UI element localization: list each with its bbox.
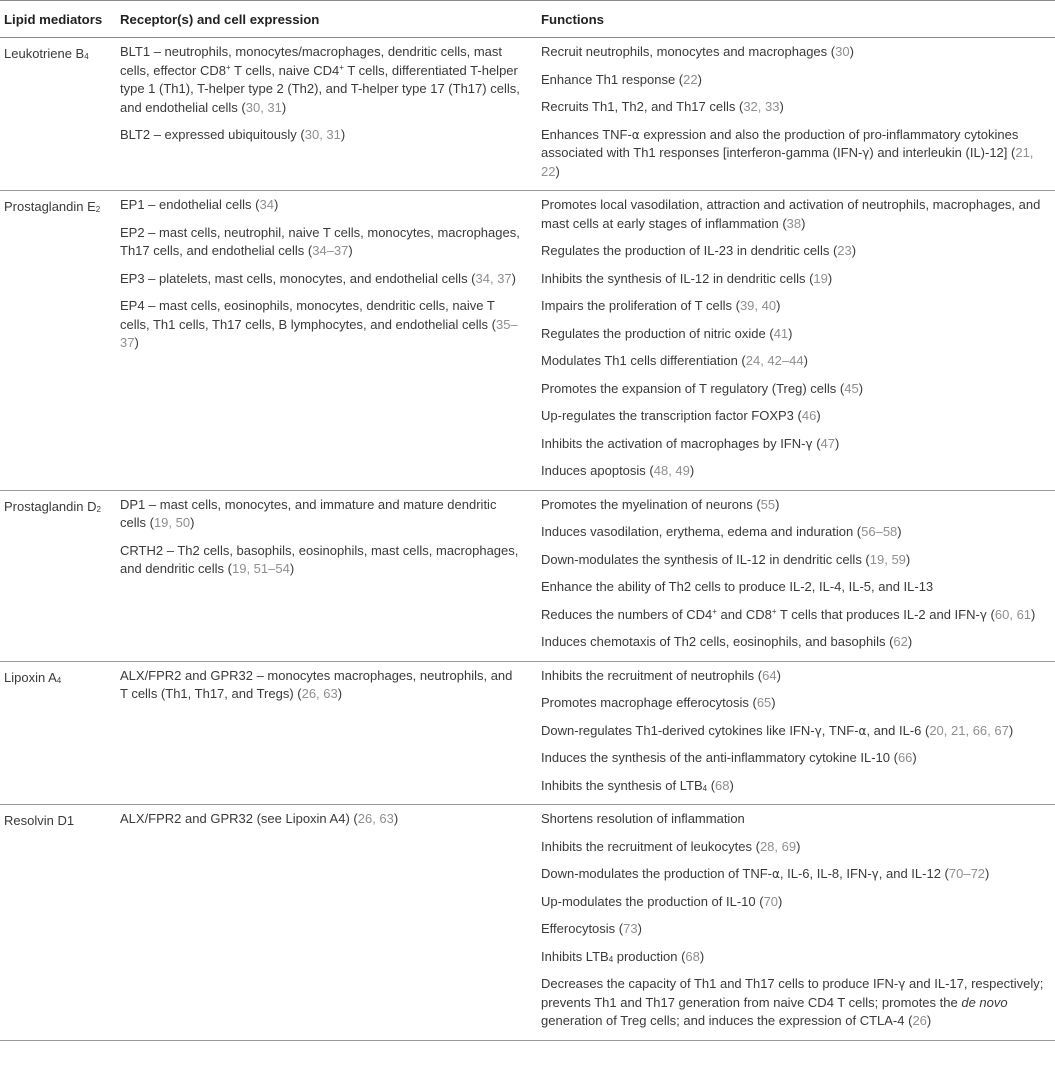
function-item: Induces the synthesis of the anti-inflammatory cytokine IL-10 (66) bbox=[541, 750, 917, 765]
function-item: Shortens resolution of inflammation bbox=[541, 811, 745, 826]
receptor-cell bbox=[120, 661, 530, 805]
function-item: Inhibits the synthesis of IL-12 in dendritic cells (19) bbox=[541, 270, 833, 286]
function-item: Efferocytosis (73) bbox=[541, 921, 642, 936]
receptor-cell bbox=[120, 805, 530, 1041]
function-item: Inhibits the recruitment of leukocytes (28, 69) bbox=[541, 838, 801, 854]
function-cell bbox=[530, 805, 1055, 1041]
function-item: Enhances TNF-α expression and also the production of pro-inflammatory cytokines associated with Th1 responses [interferon-gamma (IFN-γ) and interleukin (IL)-12] (21, 22) bbox=[541, 126, 1034, 179]
receptor-item: CRTH2 – Th2 cells, basophils, eosinophils, mast cells, macrophages, and dendritic cells (19, 51–54) bbox=[120, 542, 519, 576]
function-item: Regulates the production of IL-23 in dendritic cells (23) bbox=[541, 243, 857, 258]
function-item: Induces vasodilation, erythema, edema and induration (56–58) bbox=[541, 524, 902, 539]
function-item: Inhibits the synthesis of $LTB_4$ (68) bbox=[541, 777, 734, 793]
receptor-item: EP4 – mast cells, eosinophils, monocytes, dendritic cells, naive T cells, Th1 cells, Th17 cells, B lymphocytes, and endothelial cells (35–37) bbox=[120, 298, 518, 350]
function-item: Induces apoptosis (48, 49) bbox=[541, 463, 695, 478]
lipid-mediator-cell: Lipoxin $A_4$ bbox=[0, 661, 120, 805]
function-cell bbox=[530, 661, 1055, 805]
function-item: Promotes the expansion of T regulatory (Treg) cells (45) bbox=[541, 380, 864, 396]
table-row bbox=[0, 191, 1055, 491]
function-item: Recruits Th1, Th2, and Th17 cells (32, 33) bbox=[541, 99, 784, 114]
function-item: Enhance the ability of Th2 cells to produce IL-2, IL-4, IL-5, and IL-13 bbox=[541, 579, 934, 594]
function-item: Regulates the production of nitric oxide (41) bbox=[541, 325, 793, 341]
function-item: Promotes the myelination of neurons (55) bbox=[541, 496, 780, 512]
function-item: Decreases the capacity of Th1 and Th17 cells to produce IFN-γ and IL-17, respectively; prevents Th1 and Th17 generation from naive CD4 T cells; promotes the de novo generation of Treg cells; and induces the expression of CTLA-4 (26) bbox=[541, 976, 1044, 1028]
function-item: Impairs the proliferation of T cells (39, 40) bbox=[541, 298, 781, 313]
table-row bbox=[0, 38, 1055, 191]
function-item: Inhibits $LTB_4$ production (68) bbox=[541, 948, 705, 964]
receptor-item: ALX/FPR2 and GPR32 (see Lipoxin A4) (26, 63) bbox=[120, 811, 399, 826]
receptor-item: EP2 – mast cells, neutrophil, naive T cells, monocytes, macrophages, Th17 cells, and endothelial cells (34–37) bbox=[120, 224, 520, 258]
function-item: Up-regulates the transcription factor FOXP3 (46) bbox=[541, 408, 821, 423]
function-item: Up-modulates the production of IL-10 (70) bbox=[541, 893, 783, 909]
function-cell bbox=[530, 490, 1055, 661]
function-item: Modulates Th1 cells differentiation (24, 42–44) bbox=[541, 353, 808, 368]
function-item: Recruit neutrophils, monocytes and macrophages (30) bbox=[541, 44, 854, 59]
lipid-mediator-cell: Prostaglandin $D_2$ bbox=[0, 490, 120, 661]
function-item: Down-regulates Th1-derived cytokines like IFN-γ, TNF-α, and IL-6 (20, 21, 66, 67) bbox=[541, 722, 1014, 738]
table-row bbox=[0, 661, 1055, 805]
receptor-cell bbox=[120, 191, 530, 491]
receptor-item: EP1 – endothelial cells (34) bbox=[120, 197, 279, 212]
function-item: Promotes local vasodilation, attraction and activation of neutrophils, macrophages, and mast cells at early stages of inflammation (38) bbox=[541, 197, 1041, 231]
lipid-mediator-cell: Resolvin D1 bbox=[0, 805, 120, 1041]
header-lipid-mediators: Lipid mediators bbox=[0, 1, 120, 38]
receptor-item: DP1 – mast cells, monocytes, and immature and mature dendritic cells (19, 50) bbox=[120, 496, 497, 530]
function-item: Promotes macrophage efferocytosis (65) bbox=[541, 695, 776, 710]
function-item: Enhance Th1 response (22) bbox=[541, 71, 702, 87]
lipid-mediator-cell: Leukotriene $B_4$ bbox=[0, 38, 120, 191]
header-receptors: Receptor(s) and cell expression bbox=[120, 1, 530, 38]
receptor-item: EP3 – platelets, mast cells, monocytes, and endothelial cells (34, 37) bbox=[120, 270, 517, 286]
function-item: Inhibits the activation of macrophages by IFN-γ (47) bbox=[541, 435, 840, 451]
receptor-cell bbox=[120, 490, 530, 661]
function-item: Reduces the numbers of CD4+ and CD8+ T cells that produces IL-2 and IFN-γ (60, 61) bbox=[541, 606, 1036, 622]
receptor-item: ALX/FPR2 and GPR32 – monocytes macrophages, neutrophils, and T cells (Th1, Th17, and Tregs) (26, 63) bbox=[120, 667, 513, 701]
function-cell bbox=[530, 191, 1055, 491]
receptor-item: BLT2 – expressed ubiquitously (30, 31) bbox=[120, 127, 346, 142]
function-cell bbox=[530, 38, 1055, 191]
table-row bbox=[0, 490, 1055, 661]
function-item: Inhibits the recruitment of neutrophils (64) bbox=[541, 667, 781, 683]
table-row bbox=[0, 805, 1055, 1041]
header-functions: Functions bbox=[530, 1, 1055, 38]
receptor-item: BLT1 – neutrophils, monocytes/macrophages, dendritic cells, mast cells, effector CD8+ T cells, naive CD4+ T cells, differentiated T-helper type 1 (Th1), T-helper type 2 (Th2), and T-helper type 17 (Th17) cells, and endothelial cells (30, 31) bbox=[120, 44, 520, 115]
function-item: Down-modulates the production of TNF-α, IL-6, IL-8, IFN-γ, and IL-12 (70–72) bbox=[541, 866, 990, 881]
function-item: Induces chemotaxis of Th2 cells, eosinophils, and basophils (62) bbox=[541, 634, 913, 649]
receptor-cell bbox=[120, 38, 530, 191]
lipid-mediator-cell: Prostaglandin $E_2$ bbox=[0, 191, 120, 491]
header-row bbox=[0, 1, 1055, 38]
function-item: Down-modulates the synthesis of IL-12 in dendritic cells (19, 59) bbox=[541, 551, 911, 567]
